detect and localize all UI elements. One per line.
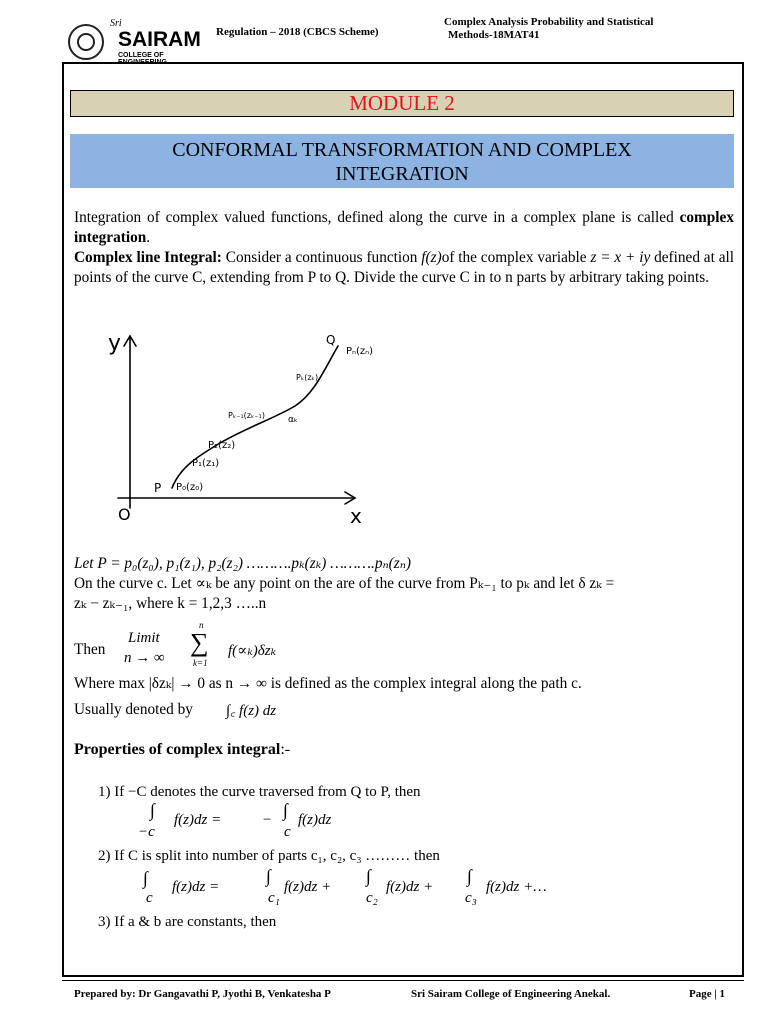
college-seal-icon bbox=[68, 24, 104, 60]
item1-rhs: f(z)dz bbox=[298, 812, 332, 828]
course-title bbox=[444, 16, 744, 42]
chapter-title-line2: INTEGRATION bbox=[335, 163, 469, 185]
intro-text: Integration of complex valued functions, defined along the curve in a complex plane is called bbox=[74, 209, 680, 226]
cli-text-c: defined at all points of the curve C, extending from P to Q. Divide the curve C in to n parts by arbitrary taking points. bbox=[74, 249, 734, 286]
usually-label: Usually denoted by bbox=[74, 701, 193, 718]
module-banner: MODULE 2 bbox=[70, 90, 734, 117]
chapter-title bbox=[70, 134, 734, 188]
footer-page-number: Page | 1 bbox=[689, 988, 726, 1000]
integral-sign-3: ∫ bbox=[143, 868, 148, 888]
item1-upper-limit: c bbox=[284, 824, 291, 840]
regulation-label: Regulation – 2018 (CBCS Scheme) bbox=[216, 26, 379, 38]
y-axis-label: y bbox=[108, 331, 122, 356]
cli-fz: f(z) bbox=[421, 249, 442, 266]
properties-heading bbox=[74, 741, 290, 759]
cli-label: Complex line Integral: bbox=[74, 249, 222, 266]
item2-limit-c2: c₂ bbox=[366, 890, 378, 906]
curve-line1: On the curve c. Let ∝ₖ be any point on the are of the curve from Pₖ₋₁ to pₖ and let δ zₖ = bbox=[74, 575, 615, 592]
college-logo bbox=[68, 18, 208, 66]
logo-name: SAIRAM bbox=[118, 28, 201, 51]
cli-text-b: of the complex variable bbox=[441, 249, 591, 266]
point-p1-label: P₁(z₁) bbox=[192, 458, 220, 469]
cli-z: z = x + iy bbox=[590, 249, 651, 266]
item1-lower-limit: −c bbox=[138, 824, 155, 840]
complex-line-integral-paragraph bbox=[74, 248, 734, 288]
logo-subtitle: COLLEGE OF ENGINEERING bbox=[118, 52, 168, 66]
let-line: Let P = p₀(z₀), p₁(z₁), p₂(z₂) ……….pₖ(zₖ) ……….pₙ(zₙ) bbox=[74, 555, 412, 572]
integral-sign-1: ∫ bbox=[150, 800, 155, 820]
item1-minus: − bbox=[262, 812, 273, 828]
property-2: 2) If C is split into number of parts c₁, c₂, c₃ ……… then bbox=[98, 848, 440, 864]
intro-paragraph bbox=[74, 208, 734, 248]
sum-upper: n bbox=[199, 620, 204, 630]
x-axis-label: x bbox=[350, 504, 362, 528]
where-line: Where max |δzₖ| → 0 as n → ∞ is defined as the complex integral along the path c. bbox=[74, 675, 582, 692]
sum-lower: k=1 bbox=[193, 658, 208, 668]
sum-symbol: ∑ bbox=[190, 628, 209, 657]
properties-heading-text: Properties of complex integral bbox=[74, 741, 281, 758]
chapter-title-line1: CONFORMAL TRANSFORMATION AND COMPLEX bbox=[172, 139, 632, 161]
integral-sign-6: ∫ bbox=[467, 866, 472, 886]
curve-figure bbox=[100, 318, 420, 538]
course-line2: Methods-18MAT41 bbox=[448, 29, 540, 41]
item2-limit-c3: c₃ bbox=[465, 890, 477, 906]
integral-sign-5: ∫ bbox=[366, 866, 371, 886]
limit-word: Limit bbox=[128, 630, 160, 646]
item2-term1: f(z)dz + bbox=[284, 879, 332, 895]
course-line1: Complex Analysis Probability and Statistical bbox=[444, 16, 654, 28]
intro-bold-term: complex integration bbox=[74, 209, 734, 246]
item2-term3: f(z)dz +… bbox=[486, 879, 547, 895]
usually-expression: ∫꜀ f(z) dz bbox=[226, 703, 277, 719]
point-q-label: Q bbox=[326, 333, 336, 347]
property-1: 1) If −C denotes the curve traversed from Q to P, then bbox=[98, 784, 421, 800]
point-pn-label: Pₙ(zₙ) bbox=[346, 346, 374, 357]
footer-prepared-by: Prepared by: Dr Gangavathi P, Jyothi B, Venkatesha P bbox=[74, 988, 331, 1000]
point-p-label: P bbox=[154, 481, 162, 495]
curve-line2: zₖ − zₖ₋₁, where k = 1,2,3 …..n bbox=[74, 595, 267, 612]
point-p2-label: P₂(z₂) bbox=[208, 440, 236, 451]
item2-limit-c: c bbox=[146, 890, 153, 906]
intro-period: . bbox=[146, 229, 151, 246]
property-3: 3) If a & b are constants, then bbox=[98, 914, 277, 930]
sum-expression: f(∝ₖ)δzₖ bbox=[228, 643, 277, 659]
limit-subscript: n → ∞ bbox=[124, 650, 165, 666]
point-p0-label: P₀(z₀) bbox=[176, 482, 204, 493]
properties-heading-tail: :- bbox=[280, 741, 291, 758]
item2-term2: f(z)dz + bbox=[386, 879, 434, 895]
item1-lhs: f(z)dz = bbox=[174, 812, 222, 828]
origin-label: O bbox=[118, 505, 131, 524]
item2-lhs: f(z)dz = bbox=[172, 879, 220, 895]
integral-sign-4: ∫ bbox=[266, 866, 271, 886]
point-pk1-label: Pₖ₋₁(zₖ₋₁) bbox=[228, 411, 265, 420]
item2-limit-c1: c₁ bbox=[268, 890, 280, 906]
integral-sign-2: ∫ bbox=[283, 800, 288, 820]
then-label: Then bbox=[74, 641, 106, 658]
cli-text-a: Consider a continuous function bbox=[221, 249, 422, 266]
logo-sri: Sri bbox=[110, 18, 122, 29]
footer-college: Sri Sairam College of Engineering Anekal. bbox=[411, 988, 611, 1000]
point-pk-label: Pₖ(zₖ) bbox=[296, 373, 319, 382]
alpha-label: αₖ bbox=[288, 415, 298, 425]
footer-rule bbox=[62, 980, 744, 981]
